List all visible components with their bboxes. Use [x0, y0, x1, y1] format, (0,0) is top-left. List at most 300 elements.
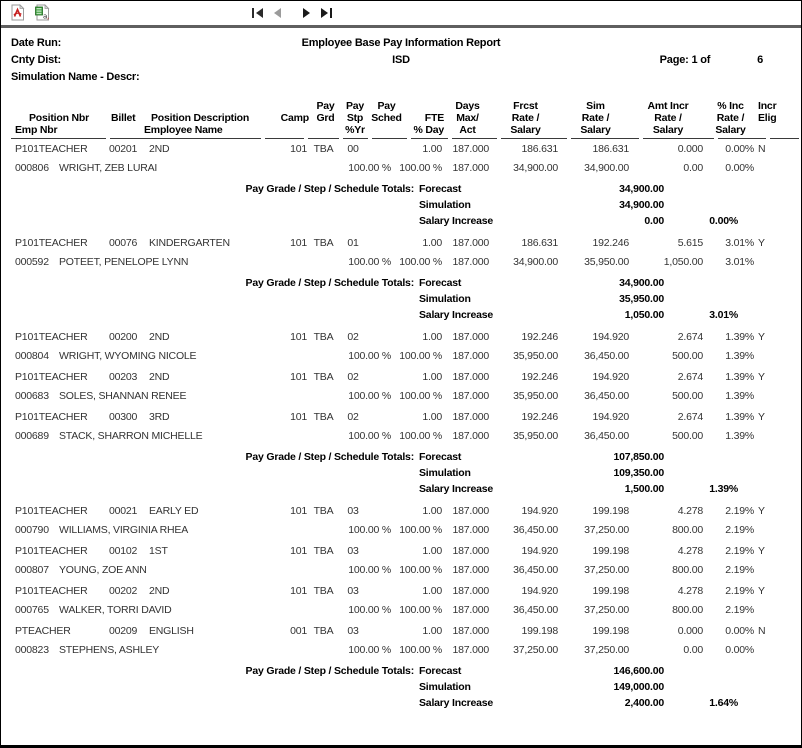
- position-row: [9, 140, 801, 159]
- amt-a-cell: 4.278: [677, 585, 703, 597]
- days-b-cell: 187.000: [452, 350, 489, 362]
- elig-cell: N: [758, 625, 766, 637]
- grd-cell: TBA: [313, 545, 334, 557]
- amt-b-cell: 500.00: [672, 350, 703, 362]
- grd-cell: TBA: [313, 625, 334, 637]
- sim-b-cell: 34,900.00: [584, 162, 629, 174]
- billet-cell: 00202: [109, 585, 138, 597]
- camp-cell: 101: [290, 545, 307, 557]
- position-cell: P101TEACHER: [15, 505, 88, 517]
- days-a-cell: 187.000: [452, 545, 489, 557]
- employee-row: [9, 159, 801, 178]
- pct-yr-cell: 100.00 %: [348, 564, 391, 576]
- sim-b-cell: 37,250.00: [584, 604, 629, 616]
- position-row: [9, 622, 801, 641]
- name-cell: WALKER, TORRI DAVID: [59, 604, 172, 616]
- position-cell: P101TEACHER: [15, 237, 88, 249]
- totals-amount: 1,050.00: [624, 309, 664, 321]
- name-cell: SOLES, SHANNAN RENEE: [59, 390, 187, 402]
- totals-key: Simulation: [419, 199, 471, 211]
- cnty-dist-label: Cnty Dist:: [11, 54, 61, 66]
- amt-a-cell: 2.674: [677, 331, 703, 343]
- employee-row: [9, 253, 801, 272]
- pct-a-cell: 0.00%: [725, 625, 754, 637]
- elig-cell: Y: [758, 505, 765, 517]
- name-cell: STACK, SHARRON MICHELLE: [59, 430, 203, 442]
- fte-cell: 1.00: [422, 411, 442, 423]
- days-a-cell: 187.000: [452, 371, 489, 383]
- days-b-cell: 187.000: [452, 564, 489, 576]
- frcst-a-cell: 194.920: [521, 545, 558, 557]
- emp-cell: 000804: [15, 350, 49, 362]
- sched-cell: [366, 234, 403, 253]
- pct-a-cell: 0.00%: [725, 143, 754, 155]
- column-headers: [9, 100, 801, 136]
- sim-a-cell: 194.920: [592, 331, 629, 343]
- frcst-a-cell: 194.920: [521, 505, 558, 517]
- totals-label: Pay Grade / Step / Schedule Totals:: [245, 665, 414, 677]
- name-cell: YOUNG, ZOE ANN: [59, 564, 147, 576]
- desc-cell: KINDERGARTEN: [149, 237, 230, 249]
- sim-b-cell: 37,250.00: [584, 644, 629, 656]
- totals-amount: 34,900.00: [619, 277, 664, 289]
- frcst-a-cell: 186.631: [521, 237, 558, 249]
- pct-b-cell: 3.01%: [725, 256, 754, 268]
- sched-cell: [366, 328, 403, 347]
- totals-row: [9, 695, 801, 711]
- sim-b-cell: 36,450.00: [584, 430, 629, 442]
- employee-row: [9, 347, 801, 366]
- totals-label: [9, 291, 414, 307]
- pct-yr-cell: 100.00 %: [348, 524, 391, 536]
- name-cell: WILLIAMS, VIRGINIA RHEA: [59, 524, 189, 536]
- pct-yr-cell: 100.00 %: [348, 162, 391, 174]
- page-label: Page: 1 of: [659, 54, 711, 66]
- camp-cell: 001: [290, 625, 307, 637]
- fte-cell: 1.00: [422, 625, 442, 637]
- sim-a-cell: 192.246: [592, 237, 629, 249]
- col-fte: FTE % Day: [413, 112, 444, 136]
- amt-a-cell: 0.000: [677, 143, 703, 155]
- grd-cell: TBA: [313, 585, 334, 597]
- position-row: [9, 328, 801, 347]
- frcst-b-cell: 34,900.00: [513, 256, 558, 268]
- totals-pct: [664, 181, 738, 197]
- sched-cell: [366, 140, 403, 159]
- next-page-button[interactable]: [300, 6, 313, 18]
- emp-cell: 000806: [15, 162, 49, 174]
- employee-record: [1, 368, 801, 406]
- pct-b-cell: 1.39%: [725, 430, 754, 442]
- name-cell: STEPHENS, ASHLEY: [59, 644, 160, 656]
- pct-day-cell: 100.00 %: [399, 256, 442, 268]
- sched-cell: [366, 622, 403, 641]
- employee-row: [9, 601, 801, 620]
- totals-pct: [664, 449, 738, 465]
- days-a-cell: 187.000: [452, 237, 489, 249]
- col-incr-elig: Incr Elig: [758, 100, 777, 124]
- totals-key: Simulation: [419, 293, 471, 305]
- billet-cell: 00201: [109, 143, 138, 155]
- position-cell: P101TEACHER: [15, 331, 88, 343]
- sim-a-cell: 199.198: [592, 505, 629, 517]
- stp-cell: 01: [347, 237, 359, 249]
- elig-cell: Y: [758, 237, 765, 249]
- pct-b-cell: 2.19%: [725, 604, 754, 616]
- frcst-a-cell: 192.246: [521, 411, 558, 423]
- export-icons: [9, 4, 51, 21]
- position-cell: PTEACHER: [15, 625, 71, 637]
- employee-record: [1, 140, 801, 178]
- elig-cell: Y: [758, 371, 765, 383]
- group-totals: [9, 663, 801, 711]
- sched-cell: [366, 542, 403, 561]
- fte-cell: 1.00: [422, 371, 442, 383]
- employee-record: [1, 502, 801, 540]
- pct-day-cell: 100.00 %: [399, 564, 442, 576]
- totals-amount: 34,900.00: [619, 199, 664, 211]
- frcst-a-cell: 192.246: [521, 331, 558, 343]
- svg-text:a: a: [43, 12, 48, 21]
- pct-yr-cell: 100.00 %: [348, 430, 391, 442]
- col-billet: Billet: [111, 112, 136, 124]
- totals-label: Pay Grade / Step / Schedule Totals:: [245, 451, 414, 463]
- position-row: [9, 582, 801, 601]
- totals-row: [9, 197, 801, 213]
- sim-b-cell: 36,450.00: [584, 350, 629, 362]
- stp-cell: 02: [347, 331, 359, 343]
- fte-cell: 1.00: [422, 237, 442, 249]
- sched-cell: [366, 582, 403, 601]
- pct-b-cell: 2.19%: [725, 564, 754, 576]
- col-pay-stp: Pay Stp %Yr: [345, 100, 365, 136]
- days-a-cell: 187.000: [452, 505, 489, 517]
- totals-key: Simulation: [419, 681, 471, 693]
- employee-record: [1, 582, 801, 620]
- toolbar: [1, 1, 801, 25]
- col-position-nbr: Position Nbr Emp Nbr: [15, 112, 89, 136]
- desc-cell: 2ND: [149, 585, 170, 597]
- group-totals: [9, 181, 801, 229]
- totals-pct: [664, 197, 738, 213]
- position-row: [9, 542, 801, 561]
- position-row: [9, 368, 801, 387]
- billet-cell: 00021: [109, 505, 138, 517]
- pct-yr-cell: 100.00 %: [348, 604, 391, 616]
- desc-cell: 2ND: [149, 371, 170, 383]
- totals-row: [9, 465, 801, 481]
- totals-key: Forecast: [419, 665, 462, 677]
- pct-yr-cell: 100.00 %: [348, 644, 391, 656]
- fte-cell: 1.00: [422, 331, 442, 343]
- elig-cell: Y: [758, 545, 765, 557]
- employee-row: [9, 387, 801, 406]
- stp-cell: 03: [347, 505, 359, 517]
- pct-b-cell: 1.39%: [725, 350, 754, 362]
- days-b-cell: 187.000: [452, 390, 489, 402]
- totals-label: [9, 695, 414, 711]
- pct-a-cell: 2.19%: [725, 545, 754, 557]
- stp-cell: 00: [347, 143, 359, 155]
- name-cell: POTEET, PENELOPE LYNN: [59, 256, 189, 268]
- employee-record: [1, 408, 801, 446]
- first-page-button[interactable]: [251, 6, 264, 18]
- pct-a-cell: 2.19%: [725, 505, 754, 517]
- elig-cell: N: [758, 143, 766, 155]
- group-totals: [9, 275, 801, 323]
- pct-yr-cell: 100.00 %: [348, 390, 391, 402]
- camp-cell: 101: [290, 237, 307, 249]
- days-b-cell: 187.000: [452, 524, 489, 536]
- amt-b-cell: 500.00: [672, 390, 703, 402]
- camp-cell: 101: [290, 585, 307, 597]
- totals-pct: [664, 663, 738, 679]
- pct-day-cell: 100.00 %: [399, 430, 442, 442]
- emp-cell: 000807: [15, 564, 49, 576]
- col-pay-sched: Pay Sched: [371, 100, 402, 124]
- desc-cell: 3RD: [149, 411, 170, 423]
- sim-b-cell: 37,250.00: [584, 564, 629, 576]
- totals-amount: 149,000.00: [613, 681, 664, 693]
- sim-b-cell: 37,250.00: [584, 524, 629, 536]
- frcst-b-cell: 35,950.00: [513, 350, 558, 362]
- stp-cell: 03: [347, 585, 359, 597]
- billet-cell: 00209: [109, 625, 138, 637]
- totals-row: [9, 275, 801, 291]
- totals-key: Salary Increase: [419, 215, 494, 227]
- amt-b-cell: 800.00: [672, 564, 703, 576]
- totals-amount: 109,350.00: [613, 467, 664, 479]
- page-total: 6: [757, 54, 763, 66]
- position-cell: P101TEACHER: [15, 545, 88, 557]
- frcst-a-cell: 192.246: [521, 371, 558, 383]
- camp-cell: 101: [290, 505, 307, 517]
- csv-export-icon[interactable]: [34, 4, 51, 21]
- name-cell: WRIGHT, ZEB LURAI: [59, 162, 158, 174]
- amt-b-cell: 0.00: [683, 162, 703, 174]
- amt-b-cell: 800.00: [672, 524, 703, 536]
- sim-a-cell: 199.198: [592, 625, 629, 637]
- pct-a-cell: 3.01%: [725, 237, 754, 249]
- name-cell: WRIGHT, WYOMING NICOLE: [59, 350, 197, 362]
- totals-label: [9, 197, 414, 213]
- grd-cell: TBA: [313, 237, 334, 249]
- days-a-cell: 187.000: [452, 143, 489, 155]
- camp-cell: 101: [290, 371, 307, 383]
- report-title: Employee Base Pay Information Report: [301, 37, 501, 49]
- elig-cell: Y: [758, 331, 765, 343]
- sim-b-cell: 35,950.00: [584, 256, 629, 268]
- totals-row: [9, 449, 801, 465]
- pct-a-cell: 2.19%: [725, 585, 754, 597]
- totals-pct: [664, 465, 738, 481]
- desc-cell: EARLY ED: [149, 505, 199, 517]
- sim-a-cell: 194.920: [592, 411, 629, 423]
- totals-row: [9, 307, 801, 323]
- pct-day-cell: 100.00 %: [399, 524, 442, 536]
- emp-cell: 000592: [15, 256, 49, 268]
- totals-pct: [664, 275, 738, 291]
- amt-a-cell: 2.674: [677, 411, 703, 423]
- amt-a-cell: 5.615: [677, 237, 703, 249]
- stp-cell: 02: [347, 371, 359, 383]
- days-b-cell: 187.000: [452, 644, 489, 656]
- sched-cell: [366, 408, 403, 427]
- position-row: [9, 502, 801, 521]
- totals-pct: [664, 291, 738, 307]
- days-a-cell: 187.000: [452, 411, 489, 423]
- employee-row: [9, 521, 801, 540]
- stp-cell: 02: [347, 411, 359, 423]
- previous-page-button[interactable]: [271, 6, 284, 18]
- frcst-b-cell: 34,900.00: [513, 162, 558, 174]
- desc-cell: 1ST: [149, 545, 168, 557]
- sim-a-cell: 199.198: [592, 545, 629, 557]
- pct-day-cell: 100.00 %: [399, 162, 442, 174]
- grd-cell: TBA: [313, 331, 334, 343]
- totals-key: Forecast: [419, 451, 462, 463]
- totals-label: Pay Grade / Step / Schedule Totals:: [245, 277, 414, 289]
- totals-key: Simulation: [419, 467, 471, 479]
- fte-cell: 1.00: [422, 585, 442, 597]
- totals-row: [9, 291, 801, 307]
- billet-cell: 00102: [109, 545, 138, 557]
- report-body: [1, 140, 801, 711]
- camp-cell: 101: [290, 143, 307, 155]
- position-cell: P101TEACHER: [15, 585, 88, 597]
- days-a-cell: 187.000: [452, 625, 489, 637]
- sim-a-cell: 194.920: [592, 371, 629, 383]
- pct-b-cell: 0.00%: [725, 644, 754, 656]
- totals-label: [9, 213, 414, 229]
- amt-a-cell: 4.278: [677, 505, 703, 517]
- pct-day-cell: 100.00 %: [399, 390, 442, 402]
- pct-day-cell: 100.00 %: [399, 644, 442, 656]
- totals-amount: 35,950.00: [619, 293, 664, 305]
- totals-amount: 2,400.00: [624, 697, 664, 709]
- camp-cell: 101: [290, 331, 307, 343]
- desc-cell: 2ND: [149, 331, 170, 343]
- emp-cell: 000689: [15, 430, 49, 442]
- elig-cell: Y: [758, 585, 765, 597]
- position-cell: P101TEACHER: [15, 143, 88, 155]
- totals-amount: 34,900.00: [619, 183, 664, 195]
- emp-cell: 000790: [15, 524, 49, 536]
- billet-cell: 00300: [109, 411, 138, 423]
- amt-b-cell: 1,050.00: [663, 256, 703, 268]
- totals-key: Salary Increase: [419, 483, 494, 495]
- desc-cell: 2ND: [149, 143, 170, 155]
- group-totals: [9, 449, 801, 497]
- col-amt-incr: Amt Incr Rate / Salary: [647, 100, 689, 136]
- last-page-button[interactable]: [320, 6, 333, 18]
- report-header: [1, 35, 801, 86]
- sim-b-cell: 36,450.00: [584, 390, 629, 402]
- totals-label: [9, 465, 414, 481]
- position-row: [9, 234, 801, 253]
- frcst-b-cell: 36,450.00: [513, 564, 558, 576]
- date-run-label: Date Run:: [11, 37, 62, 49]
- billet-cell: 00076: [109, 237, 138, 249]
- totals-amount: 1,500.00: [624, 483, 664, 495]
- simulation-name-label: Simulation Name - Descr:: [11, 71, 140, 83]
- amt-b-cell: 800.00: [672, 604, 703, 616]
- position-cell: P101TEACHER: [15, 371, 88, 383]
- days-a-cell: 187.000: [452, 331, 489, 343]
- frcst-b-cell: 35,950.00: [513, 430, 558, 442]
- pct-a-cell: 1.39%: [725, 411, 754, 423]
- fte-cell: 1.00: [422, 505, 442, 517]
- days-b-cell: 187.000: [452, 604, 489, 616]
- frcst-a-cell: 194.920: [521, 585, 558, 597]
- employee-row: [9, 641, 801, 660]
- svg-text:,: ,: [47, 12, 50, 21]
- totals-amount: 107,850.00: [613, 451, 664, 463]
- totals-key: Forecast: [419, 183, 462, 195]
- totals-pct: [664, 679, 738, 695]
- camp-cell: 101: [290, 411, 307, 423]
- frcst-b-cell: 36,450.00: [513, 604, 558, 616]
- pdf-export-icon[interactable]: [9, 4, 26, 21]
- totals-label: [9, 679, 414, 695]
- stp-cell: 03: [347, 625, 359, 637]
- totals-row: [9, 663, 801, 679]
- billet-cell: 00200: [109, 331, 138, 343]
- elig-cell: Y: [758, 411, 765, 423]
- employee-record: [1, 234, 801, 272]
- pct-day-cell: 100.00 %: [399, 604, 442, 616]
- col-camp: Camp: [280, 112, 309, 124]
- days-b-cell: 187.000: [452, 256, 489, 268]
- amt-a-cell: 2.674: [677, 371, 703, 383]
- totals-row: [9, 181, 801, 197]
- frcst-b-cell: 36,450.00: [513, 524, 558, 536]
- amt-a-cell: 0.000: [677, 625, 703, 637]
- sim-a-cell: 199.198: [592, 585, 629, 597]
- position-row: [9, 408, 801, 427]
- totals-label: [9, 481, 414, 497]
- employee-row: [9, 427, 801, 446]
- pct-yr-cell: 100.00 %: [348, 350, 391, 362]
- days-b-cell: 187.000: [452, 430, 489, 442]
- page-indicator: [660, 52, 763, 69]
- page-navigation: [251, 6, 340, 18]
- pct-a-cell: 1.39%: [725, 331, 754, 343]
- totals-pct: 0.00%: [709, 215, 738, 227]
- totals-pct: 1.39%: [709, 483, 738, 495]
- billet-cell: 00203: [109, 371, 138, 383]
- pct-b-cell: 0.00%: [725, 162, 754, 174]
- fte-cell: 1.00: [422, 545, 442, 557]
- totals-pct: 1.64%: [709, 697, 738, 709]
- col-pay-grd: Pay Grd: [316, 100, 335, 124]
- amt-a-cell: 4.278: [677, 545, 703, 557]
- col-frcst: Frcst Rate / Salary: [510, 100, 541, 136]
- col-pct-inc: % Inc Rate / Salary: [715, 100, 746, 136]
- employee-record: [1, 542, 801, 580]
- sched-cell: [366, 368, 403, 387]
- days-a-cell: 187.000: [452, 585, 489, 597]
- totals-key: Salary Increase: [419, 309, 494, 321]
- totals-label: [9, 307, 414, 323]
- employee-record: [1, 328, 801, 366]
- amt-b-cell: 500.00: [672, 430, 703, 442]
- pct-day-cell: 100.00 %: [399, 350, 442, 362]
- sim-a-cell: 186.631: [592, 143, 629, 155]
- pct-a-cell: 1.39%: [725, 371, 754, 383]
- frcst-a-cell: 186.631: [521, 143, 558, 155]
- desc-cell: ENGLISH: [149, 625, 194, 637]
